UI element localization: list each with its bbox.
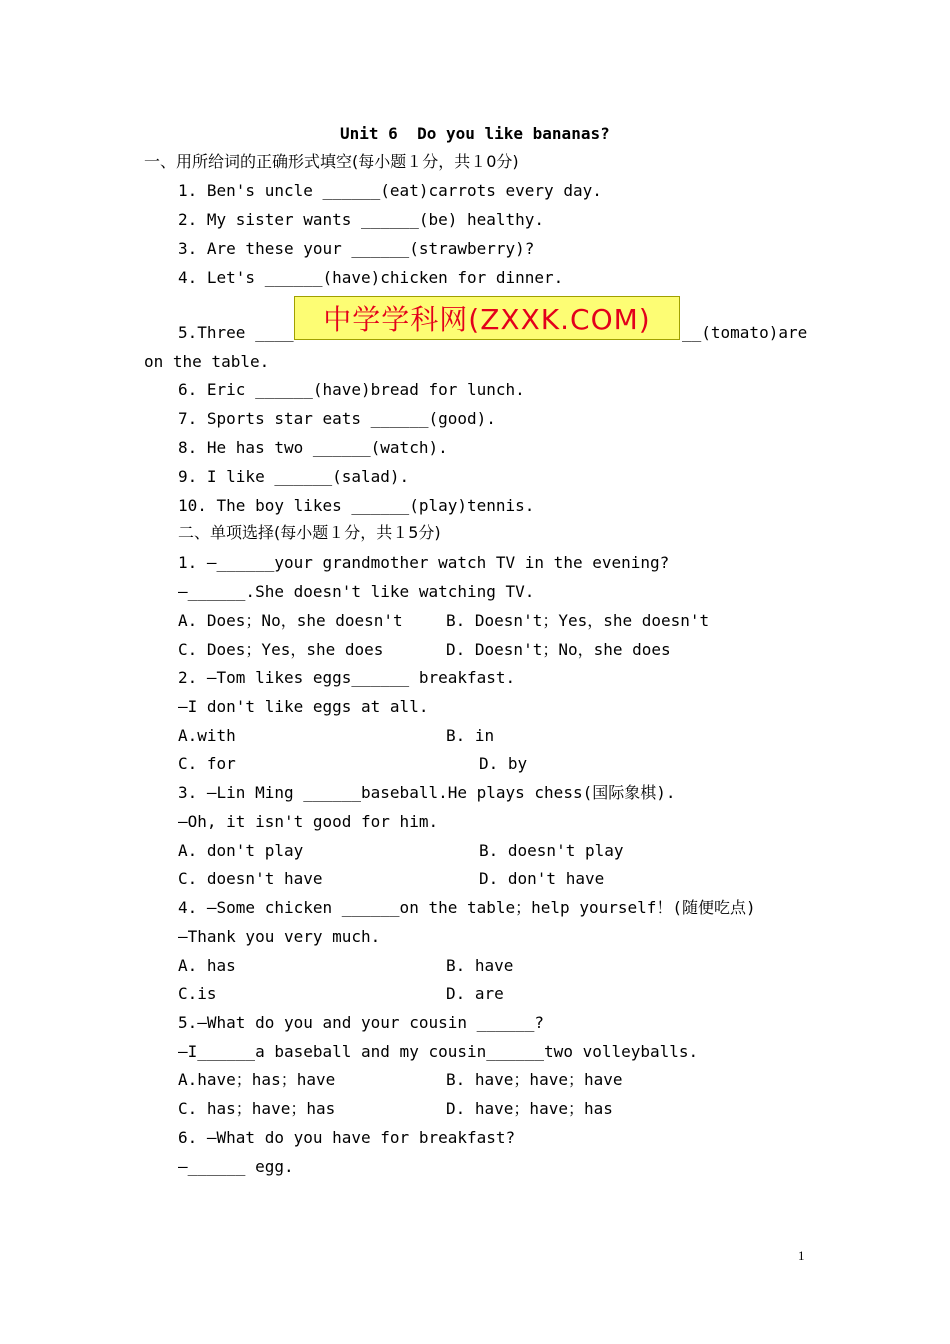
s2-q3-option-b: B. doesn't play (479, 841, 624, 860)
s2-q5-line2: —I______a baseball and my cousin______two volleyballs. (178, 1042, 699, 1061)
s1-question-5-end: __(tomato)are (682, 323, 808, 342)
s1-question-6: 6. Eric ______(have)bread for lunch. (178, 380, 525, 399)
s2-q3-option-d: D. don't have (479, 869, 605, 888)
s1-question-9: 9. I like ______(salad). (178, 467, 410, 486)
s2-q4-line2: —Thank you very much. (178, 927, 381, 946)
s2-q4-option-b: B. have (446, 956, 514, 975)
s2-q6-line2: —______ egg. (178, 1157, 294, 1176)
page-title: Unit 6 Do you like bananas? (340, 124, 610, 143)
s2-q6-line1: 6. —What do you have for breakfast? (178, 1128, 516, 1147)
s2-q2-option-a: A.with (178, 726, 236, 745)
s1-question-4: 4. Let's ______(have)chicken for dinner. (178, 268, 564, 287)
s2-q5-line1: 5.—What do you and your cousin ______? (178, 1013, 545, 1032)
s1-question-1: 1. Ben's uncle ______(eat)carrots every day. (178, 181, 602, 200)
s2-q5-option-d: D. have；have；has (446, 1099, 613, 1118)
s1-question-8: 8. He has two ______(watch). (178, 438, 448, 457)
s2-q2-line1: 2. —Tom likes eggs______ breakfast. (178, 668, 516, 687)
page-number: 1 (798, 1248, 805, 1263)
s2-q2-line2: —I don't like eggs at all. (178, 697, 429, 716)
s1-question-10: 10. The boy likes ______(play)tennis. (178, 496, 535, 515)
s2-q4-option-c: C.is (178, 984, 217, 1003)
s1-question-5-cont: on the table. (144, 352, 270, 371)
watermark-banner (294, 296, 680, 340)
s2-q2-option-b: B. in (446, 726, 495, 745)
s2-q1-option-a: A. Does；No，she doesn't (178, 611, 403, 630)
s2-q3-line2: —Oh, it isn't good for him. (178, 812, 439, 831)
s1-question-5-start: 5.Three ____ (178, 323, 294, 342)
s2-q2-option-c: C. for (178, 754, 236, 773)
s2-q5-option-c: C. has；have；has (178, 1099, 336, 1118)
s2-q4-option-a: A. has (178, 956, 236, 975)
s2-q5-option-a: A.have；has；have (178, 1070, 336, 1089)
s1-question-3: 3. Are these your ______(strawberry)? (178, 239, 535, 258)
s2-q5-option-b: B. have；have；have (446, 1070, 623, 1089)
s2-q1-line1: 1. —______your grandmother watch TV in the evening? (178, 553, 670, 572)
s2-q2-option-d: D. by (479, 754, 528, 773)
s2-q1-option-b: B. Doesn't；Yes，she doesn't (446, 611, 710, 630)
s2-q1-option-c: C. Does；Yes，she does (178, 640, 384, 659)
s2-q4-option-d: D. are (446, 984, 504, 1003)
s2-q3-line1: 3. —Lin Ming ______baseball.He plays chess(国际象棋). (178, 783, 676, 802)
watermark-text: 中学学科网(ZXXK.COM) (323, 303, 651, 336)
section2-heading: 二、单项选择(每小题１分，共１5分) (178, 523, 441, 542)
section1-heading: 一、用所给词的正确形式填空(每小题１分，共１0分) (144, 152, 519, 171)
s2-q4-line1: 4. —Some chicken ______on the table；help yourself！(随便吃点) (178, 898, 756, 917)
s2-q1-option-d: D. Doesn't；No，she does (446, 640, 671, 659)
s1-question-2: 2. My sister wants ______(be) healthy. (178, 210, 545, 229)
s2-q3-option-a: A. don't play (178, 841, 304, 860)
s1-question-7: 7. Sports star eats ______(good). (178, 409, 496, 428)
s2-q3-option-c: C. doesn't have (178, 869, 323, 888)
s2-q1-line2: —______.She doesn't like watching TV. (178, 582, 535, 601)
